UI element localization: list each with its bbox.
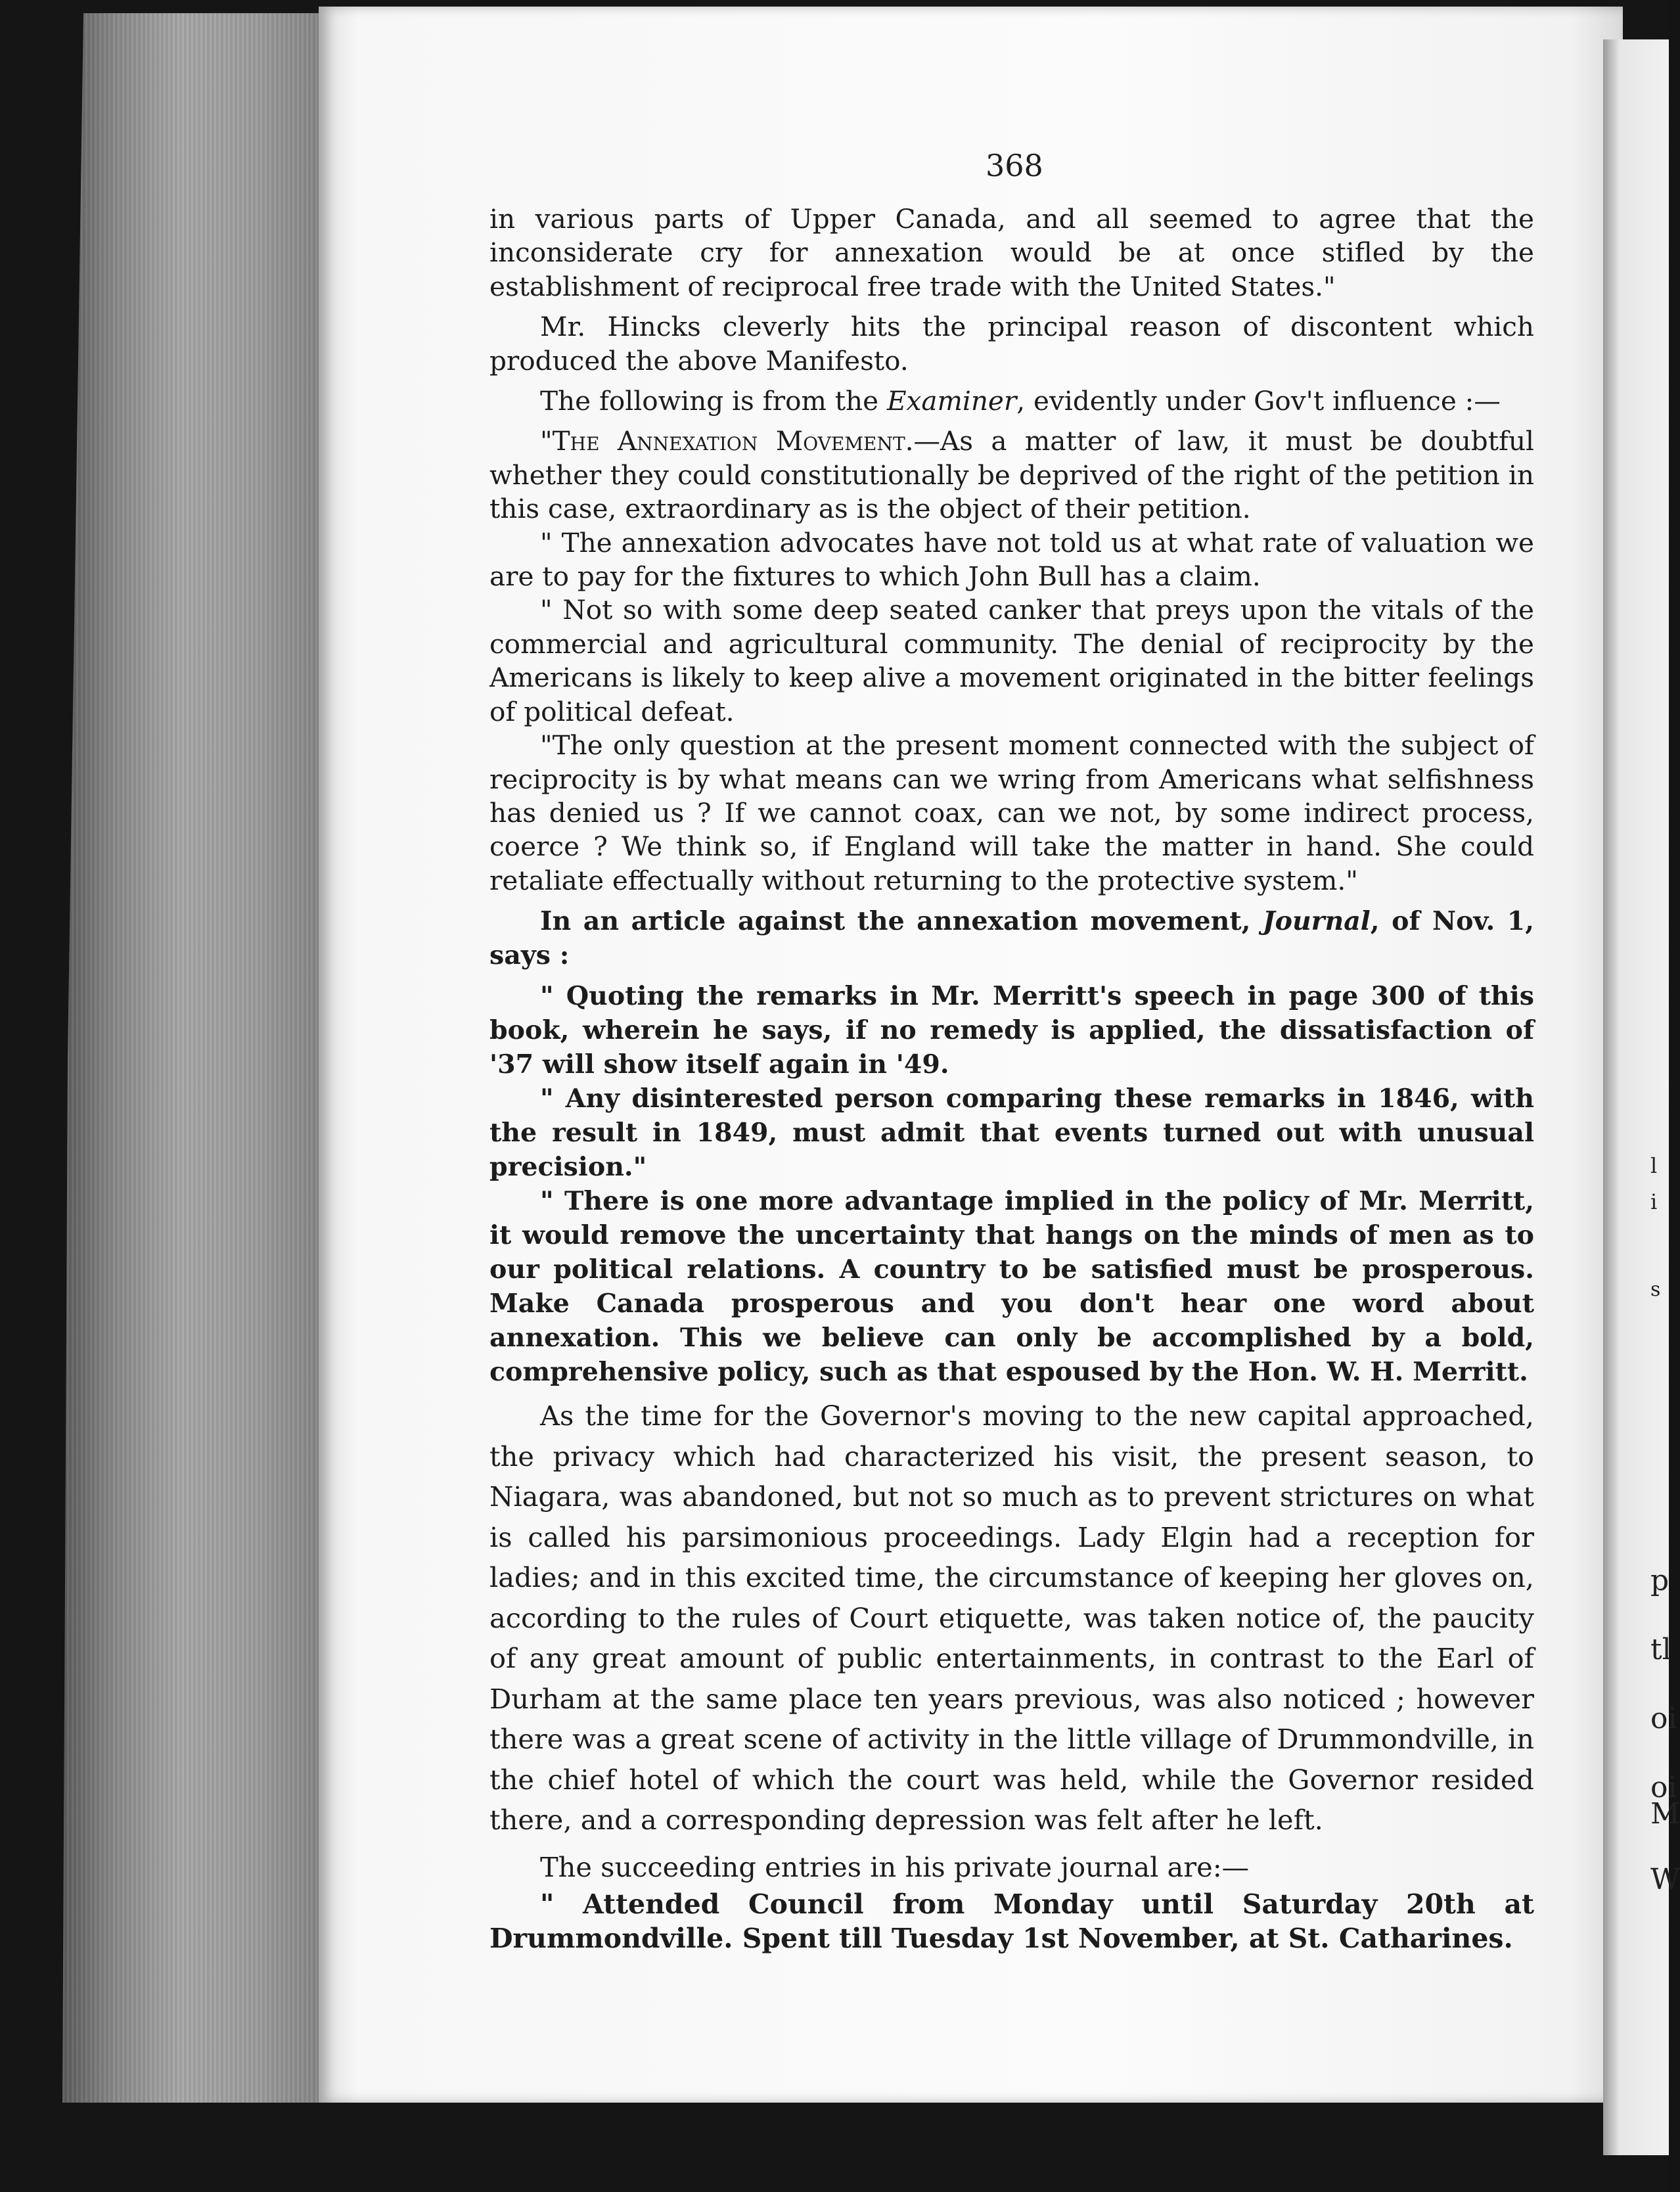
facing-page-fragment: s (1650, 1278, 1661, 1301)
examiner-intro-end: , evidently under Gov't influence :— (1016, 385, 1501, 417)
body-text (489, 202, 1534, 1955)
journal-entry: " Attended Council from Monday until Saturday 20th at Drummondville. Spent till Tuesday 1st November, at St. Catharines. (489, 1888, 1534, 1955)
quote-disinterested: " Any disinterested person comparing these remarks in 1846, with the result in 1849, must admit that events turned out with unusual precision." (489, 1084, 1534, 1183)
paragraph-examiner-intro (489, 384, 1534, 418)
quote-valuation: " The annexation advocates have not told us at what rate of valuation we are to pay for the fixtures to which John Bull has a claim. (489, 526, 1534, 593)
journal-title: Journal (1262, 906, 1371, 937)
paragraph-hincks: Mr. Hincks cleverly hits the principal reason of discontent which produced the above Manifesto. (489, 311, 1534, 377)
facing-page-edge (1603, 39, 1669, 2155)
page-number: 368 (986, 148, 1043, 183)
paragraph-continuation: in various parts of Upper Canada, and all seemed to agree that the inconsiderate cry for annexation would be at once stifled by the establishment of reciprocal free trade with the United States." (489, 203, 1534, 302)
quote-annexation-movement (489, 424, 1534, 526)
facing-page-fragment: tl (1650, 1633, 1671, 1666)
quote-text: —As a matter of law, it must be doubtful whether they could constitutionally be deprived of the right of the petition in this case, extraordinary as is the object of their petition. (489, 425, 1535, 525)
facing-page-fragment: W (1650, 1863, 1680, 1896)
facing-page-fragment: i (1650, 1189, 1658, 1214)
quote-reciprocity: "The only question at the present moment connected with the subject of reciprocity is by what means can we wring from Americans what selfishness has denied us ? If we cannot coax, can we not, by some indirect process, coerce ? We think so, if England will take the matter in hand. She could retaliate effectually without returning to the protective system." (489, 729, 1534, 896)
quote-advantage: " There is one more advantage implied in the policy of Mr. Merritt, it would remove the uncertainty that hangs on the minds of men as to our political relations. A country to be satisfied must be prosperous. Make Canada prosperous and you don't hear one word about annexation. This we believe can only be accomplished by a bold, comprehensive policy, such as that espoused by the Hon. W. H. Merritt. (489, 1186, 1534, 1388)
facing-page-fragment: M (1650, 1797, 1680, 1831)
book-page-edges (62, 13, 325, 2103)
journal-intro-text: In an article against the annexation movement, (540, 906, 1263, 937)
paragraph-journal-entries: The succeeding entries in his private journal are:— (540, 1850, 1250, 1883)
facing-page-fragment: oi (1650, 1702, 1677, 1735)
quote-open-mark: " (540, 425, 553, 457)
journal-intro-end: , of Nov. 1, says : (489, 906, 1534, 971)
facing-page-fragment: p (1650, 1564, 1669, 1597)
examiner-intro-text: The following is from the (540, 385, 887, 417)
quote-merritt-speech: " Quoting the remarks in Mr. Merritt's speech in page 300 of this book, wherein he says, if no remedy is applied, the dissatisfaction of '37 will show itself again in '49. (489, 981, 1534, 1080)
paragraph-journal-intro (489, 904, 1534, 972)
quote-canker: " Not so with some deep seated canker that preys upon the vitals of the commercial and agricultural community. The denial of reciprocity by the Americans is likely to keep alive a movement originated in the bitter feelings of political defeat. (489, 594, 1534, 727)
examiner-title: Examiner (886, 385, 1017, 417)
quote-heading: The Annexation Movement. (552, 425, 914, 457)
paragraph-governor: As the time for the Governor's moving to the new capital approached, the privacy which had characterized his visit, the present season, to Niagara, was abandoned, but not so much as to prevent strictures on what is called his parsimonious proceedings. Lady Elgin had a reception for ladies; and in this excited time, the circumstance of keeping her gloves on, according to the rules of Court etiquette, was taken notice of, the paucity of any great amount of public entertainments, in contrast to the Earl of Durham at the same place ten years previous, was also noticed ; however there was a great scene of activity in the little village of Drummondville, in the chief hotel of which the court was held, while the Governor resided there, and a corresponding depression was felt after he left. (489, 1400, 1534, 1837)
facing-page-fragment: oi (1650, 1771, 1677, 1804)
facing-page-fragment: l (1650, 1153, 1658, 1178)
